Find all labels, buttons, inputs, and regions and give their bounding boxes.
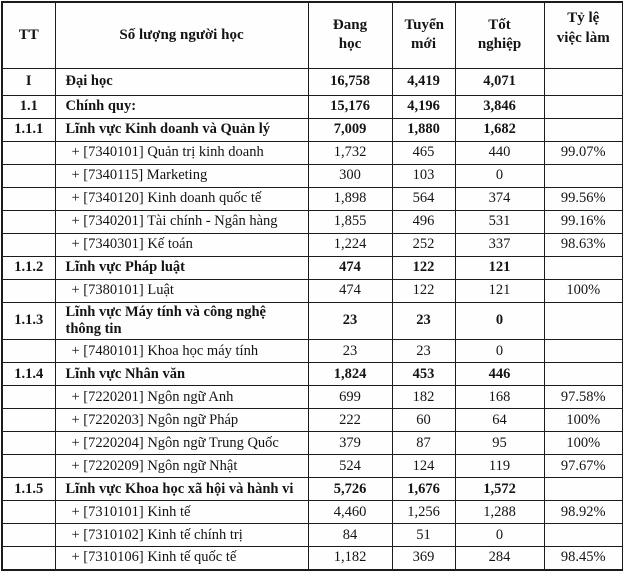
column-header-tt: TT <box>2 2 55 68</box>
cell-tot-nghiep: 0 <box>455 340 544 363</box>
cell-name: + [7220203] Ngôn ngữ Pháp <box>55 409 308 432</box>
cell-ty-le: 98.63% <box>544 233 623 256</box>
cell-tt: I <box>2 68 55 95</box>
cell-dang-hoc: 1,224 <box>308 233 392 256</box>
cell-tuyen-moi: 124 <box>392 455 455 478</box>
cell-ty-le: 100% <box>544 432 623 455</box>
column-header-ty-le: Tỷ lệ việc làm <box>544 2 623 68</box>
cell-tt: 1.1.5 <box>2 478 55 501</box>
cell-tuyen-moi: 87 <box>392 432 455 455</box>
cell-tuyen-moi: 60 <box>392 409 455 432</box>
cell-dang-hoc: 300 <box>308 164 392 187</box>
cell-tuyen-moi: 122 <box>392 279 455 302</box>
table-row <box>2 501 623 524</box>
cell-tt: 1.1.1 <box>2 118 55 141</box>
cell-dang-hoc: 1,182 <box>308 547 392 570</box>
cell-name: Lĩnh vực Kinh doanh và Quản lý <box>55 118 308 141</box>
cell-dang-hoc: 84 <box>308 524 392 547</box>
table-row <box>2 164 623 187</box>
table-row <box>2 279 623 302</box>
header-row <box>2 2 623 68</box>
cell-tot-nghiep: 121 <box>455 256 544 279</box>
cell-name: Lĩnh vực Máy tính và công nghệ thông tin <box>55 302 308 340</box>
cell-tot-nghiep: 440 <box>455 141 544 164</box>
column-header-name: Số lượng người học <box>55 2 308 68</box>
cell-tuyen-moi: 496 <box>392 210 455 233</box>
cell-tt <box>2 141 55 164</box>
cell-tuyen-moi: 453 <box>392 363 455 386</box>
cell-ty-le: 100% <box>544 279 623 302</box>
table-row <box>2 524 623 547</box>
cell-tt: 1.1 <box>2 95 55 118</box>
cell-tuyen-moi: 4,419 <box>392 68 455 95</box>
table-row <box>2 363 623 386</box>
table-row <box>2 187 623 210</box>
cell-ty-le: 99.56% <box>544 187 623 210</box>
cell-ty-le <box>544 256 623 279</box>
cell-tuyen-moi: 51 <box>392 524 455 547</box>
cell-name: Lĩnh vực Nhân văn <box>55 363 308 386</box>
cell-name: + [7340201] Tài chính - Ngân hàng <box>55 210 308 233</box>
cell-ty-le: 97.58% <box>544 386 623 409</box>
table-row <box>2 547 623 570</box>
cell-ty-le <box>544 68 623 95</box>
cell-tot-nghiep: 1,288 <box>455 501 544 524</box>
cell-name: Lĩnh vực Pháp luật <box>55 256 308 279</box>
cell-dang-hoc: 23 <box>308 340 392 363</box>
cell-tuyen-moi: 103 <box>392 164 455 187</box>
cell-tuyen-moi: 1,676 <box>392 478 455 501</box>
cell-ty-le <box>544 340 623 363</box>
cell-tt <box>2 233 55 256</box>
cell-dang-hoc: 474 <box>308 279 392 302</box>
table-row <box>2 302 623 340</box>
cell-dang-hoc: 1,855 <box>308 210 392 233</box>
cell-ty-le <box>544 95 623 118</box>
cell-tuyen-moi: 182 <box>392 386 455 409</box>
column-header-dang-hoc: Đang học <box>308 2 392 68</box>
cell-name: Chính quy: <box>55 95 308 118</box>
table-row <box>2 409 623 432</box>
cell-tt <box>2 547 55 570</box>
cell-name: + [7220201] Ngôn ngữ Anh <box>55 386 308 409</box>
cell-tuyen-moi: 4,196 <box>392 95 455 118</box>
cell-tt: 1.1.4 <box>2 363 55 386</box>
cell-dang-hoc: 524 <box>308 455 392 478</box>
cell-tot-nghiep: 4,071 <box>455 68 544 95</box>
cell-tot-nghiep: 3,846 <box>455 95 544 118</box>
cell-tt <box>2 524 55 547</box>
cell-ty-le <box>544 302 623 340</box>
table-row <box>2 386 623 409</box>
cell-tuyen-moi: 465 <box>392 141 455 164</box>
cell-dang-hoc: 23 <box>308 302 392 340</box>
cell-tuyen-moi: 564 <box>392 187 455 210</box>
table-row <box>2 118 623 141</box>
cell-dang-hoc: 1,898 <box>308 187 392 210</box>
cell-tt <box>2 386 55 409</box>
cell-ty-le <box>544 524 623 547</box>
cell-ty-le <box>544 164 623 187</box>
cell-ty-le <box>544 118 623 141</box>
cell-tot-nghiep: 337 <box>455 233 544 256</box>
cell-tt: 1.1.3 <box>2 302 55 340</box>
cell-tuyen-moi: 23 <box>392 302 455 340</box>
cell-ty-le: 98.92% <box>544 501 623 524</box>
cell-name: + [7480101] Khoa học máy tính <box>55 340 308 363</box>
cell-tot-nghiep: 374 <box>455 187 544 210</box>
cell-tot-nghiep: 0 <box>455 164 544 187</box>
cell-tt <box>2 187 55 210</box>
table-row <box>2 68 623 95</box>
cell-name: + [7310106] Kinh tế quốc tế <box>55 547 308 570</box>
cell-name: + [7220209] Ngôn ngữ Nhật <box>55 455 308 478</box>
cell-tot-nghiep: 64 <box>455 409 544 432</box>
cell-tuyen-moi: 122 <box>392 256 455 279</box>
cell-tt <box>2 432 55 455</box>
table-row <box>2 210 623 233</box>
cell-name: + [7340120] Kinh doanh quốc tế <box>55 187 308 210</box>
cell-name: + [7380101] Luật <box>55 279 308 302</box>
cell-tt: 1.1.2 <box>2 256 55 279</box>
cell-tot-nghiep: 0 <box>455 524 544 547</box>
cell-tuyen-moi: 369 <box>392 547 455 570</box>
cell-tt <box>2 164 55 187</box>
cell-name: + [7310101] Kinh tế <box>55 501 308 524</box>
cell-tot-nghiep: 284 <box>455 547 544 570</box>
cell-tot-nghiep: 95 <box>455 432 544 455</box>
cell-ty-le: 98.45% <box>544 547 623 570</box>
cell-dang-hoc: 7,009 <box>308 118 392 141</box>
table-row <box>2 141 623 164</box>
cell-dang-hoc: 15,176 <box>308 95 392 118</box>
cell-tt <box>2 210 55 233</box>
cell-tot-nghiep: 1,682 <box>455 118 544 141</box>
cell-name: Lĩnh vực Khoa học xã hội và hành vi <box>55 478 308 501</box>
cell-tot-nghiep: 531 <box>455 210 544 233</box>
cell-tuyen-moi: 1,256 <box>392 501 455 524</box>
cell-tot-nghiep: 1,572 <box>455 478 544 501</box>
column-header-tot-nghiep: Tốt nghiệp <box>455 2 544 68</box>
cell-dang-hoc: 1,824 <box>308 363 392 386</box>
cell-ty-le: 99.07% <box>544 141 623 164</box>
cell-tot-nghiep: 446 <box>455 363 544 386</box>
cell-name: Đại học <box>55 68 308 95</box>
cell-ty-le: 97.67% <box>544 455 623 478</box>
table-row <box>2 432 623 455</box>
cell-tt <box>2 279 55 302</box>
cell-dang-hoc: 474 <box>308 256 392 279</box>
cell-tuyen-moi: 23 <box>392 340 455 363</box>
cell-dang-hoc: 4,460 <box>308 501 392 524</box>
cell-tot-nghiep: 119 <box>455 455 544 478</box>
cell-ty-le: 100% <box>544 409 623 432</box>
cell-dang-hoc: 699 <box>308 386 392 409</box>
cell-name: + [7340101] Quản trị kinh doanh <box>55 141 308 164</box>
cell-dang-hoc: 222 <box>308 409 392 432</box>
cell-name: + [7310102] Kinh tế chính trị <box>55 524 308 547</box>
cell-tt <box>2 409 55 432</box>
cell-tt <box>2 455 55 478</box>
cell-name: + [7340115] Marketing <box>55 164 308 187</box>
cell-name: + [7340301] Kế toán <box>55 233 308 256</box>
cell-tt <box>2 501 55 524</box>
cell-tt <box>2 340 55 363</box>
cell-tot-nghiep: 0 <box>455 302 544 340</box>
cell-name: + [7220204] Ngôn ngữ Trung Quốc <box>55 432 308 455</box>
enrollment-table <box>1 1 623 571</box>
cell-tuyen-moi: 252 <box>392 233 455 256</box>
cell-ty-le <box>544 363 623 386</box>
table-row <box>2 95 623 118</box>
cell-ty-le <box>544 478 623 501</box>
cell-tot-nghiep: 121 <box>455 279 544 302</box>
table-row <box>2 233 623 256</box>
cell-ty-le: 99.16% <box>544 210 623 233</box>
cell-dang-hoc: 5,726 <box>308 478 392 501</box>
column-header-tuyen-moi: Tuyển mới <box>392 2 455 68</box>
cell-dang-hoc: 16,758 <box>308 68 392 95</box>
table-row <box>2 256 623 279</box>
cell-tuyen-moi: 1,880 <box>392 118 455 141</box>
cell-dang-hoc: 1,732 <box>308 141 392 164</box>
cell-tot-nghiep: 168 <box>455 386 544 409</box>
table-row <box>2 478 623 501</box>
cell-dang-hoc: 379 <box>308 432 392 455</box>
table-row <box>2 455 623 478</box>
table-row <box>2 340 623 363</box>
